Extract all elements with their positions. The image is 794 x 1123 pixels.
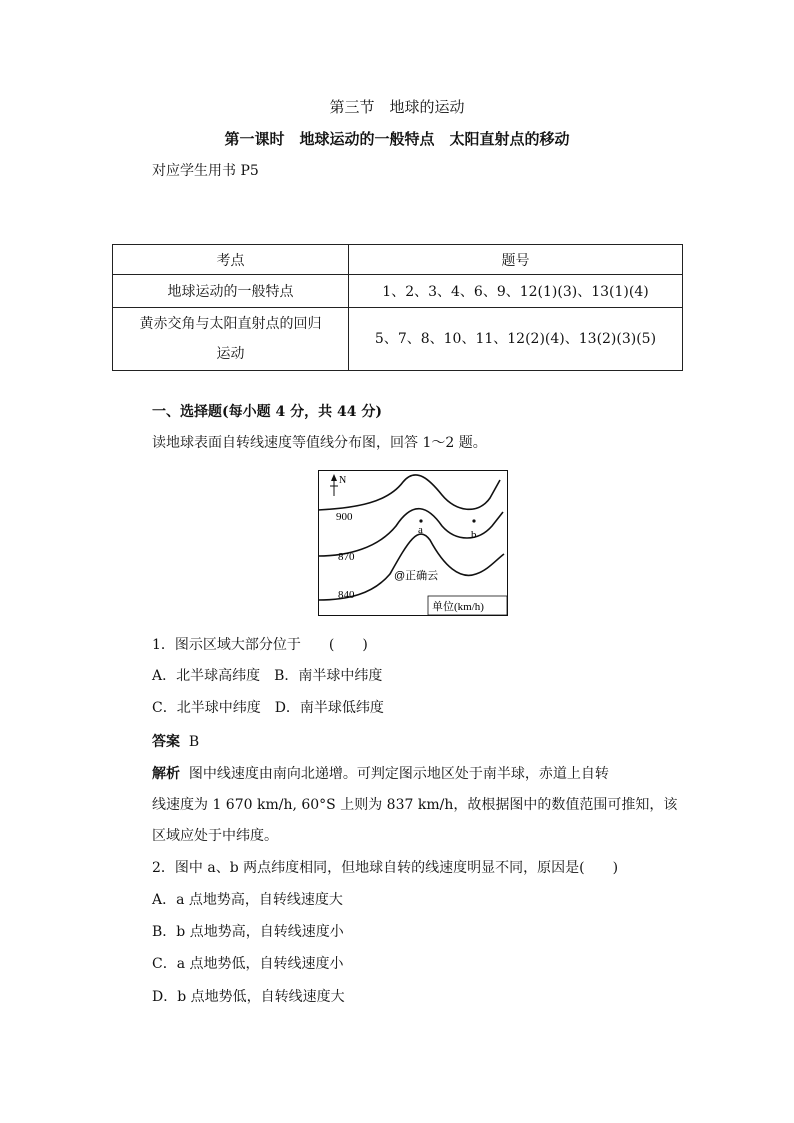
table-cell-questions: 1、2、3、4、6、9、12(1)(3)、13(1)(4) xyxy=(349,275,683,308)
point-a-dot xyxy=(419,519,422,522)
point-b-label: b xyxy=(471,529,477,541)
analysis-text: 图中线速度由南向北递增。可判定图示地区处于南半球，赤道上自转 xyxy=(188,766,609,782)
table-header-cell: 题号 xyxy=(349,245,683,275)
q2-option-a: A．a 点地势高，自转线速度大 xyxy=(152,892,343,908)
contour-label-840: 840 xyxy=(338,589,355,601)
section-heading: 一、选择题(每小题 4 分，共 44 分) xyxy=(152,404,382,420)
q1-answer xyxy=(152,731,199,751)
table-row xyxy=(113,308,683,371)
point-b-dot xyxy=(472,519,475,522)
q2-option-b: B．b 点地势高，自转线速度小 xyxy=(152,924,344,940)
q1-analysis-line: 线速度为 1 670 km/h, 60°S 上则为 837 km/h，故根据图中的数值范围可推知，该 xyxy=(152,797,678,813)
point-a-label: a xyxy=(418,524,423,536)
section-title: 第三节 地球的运动 xyxy=(329,98,465,116)
answer-label: 答案 xyxy=(152,734,180,750)
question-intro: 读地球表面自转线速度等值线分布图，回答 1～2 题。 xyxy=(152,435,487,451)
q2-option-d: D．b 点地势低，自转线速度大 xyxy=(152,989,345,1005)
table-cell-topic: 地球运动的一般特点 xyxy=(113,275,349,308)
answer-value: B xyxy=(188,734,200,750)
north-label: N xyxy=(339,475,347,486)
unit-label: 单位(km/h) xyxy=(432,601,484,613)
book-reference: 对应学生用书 P5 xyxy=(152,163,259,179)
topic-line: 黄赤交角与太阳直射点的回归 xyxy=(139,316,322,332)
contour-label-870: 870 xyxy=(338,551,355,563)
table-cell-questions: 5、7、8、10、11、12(2)(4)、13(2)(3)(5) xyxy=(349,308,683,371)
topic-line: 运动 xyxy=(216,346,245,362)
contour-label-900: 900 xyxy=(336,511,353,523)
q2-option-c: C．a 点地势低，自转线速度小 xyxy=(152,956,344,972)
table-header-row xyxy=(113,245,683,275)
q1-options-line: A．北半球高纬度 B．南半球中纬度 xyxy=(152,668,383,684)
lesson-title: 第一课时 地球运动的一般特点 太阳直射点的移动 xyxy=(224,130,570,148)
analysis-label: 解析 xyxy=(152,766,180,782)
watermark: @正确云 xyxy=(394,570,439,582)
topic-table xyxy=(112,244,683,371)
contour-map xyxy=(318,470,508,616)
table-header-cell: 考点 xyxy=(113,245,349,275)
q1-stem: 1．图示区域大部分位于 ( ) xyxy=(152,637,368,653)
q1-analysis-line xyxy=(152,763,609,783)
q2-stem: 2．图中 a、b 两点纬度相同，但地球自转的线速度明显不同，原因是( ) xyxy=(152,860,619,876)
table-row xyxy=(113,275,683,308)
table-cell-topic xyxy=(113,308,349,371)
q1-options-line: C．北半球中纬度 D．南半球低纬度 xyxy=(152,700,384,716)
q1-analysis-line: 区域应处于中纬度。 xyxy=(152,828,278,844)
